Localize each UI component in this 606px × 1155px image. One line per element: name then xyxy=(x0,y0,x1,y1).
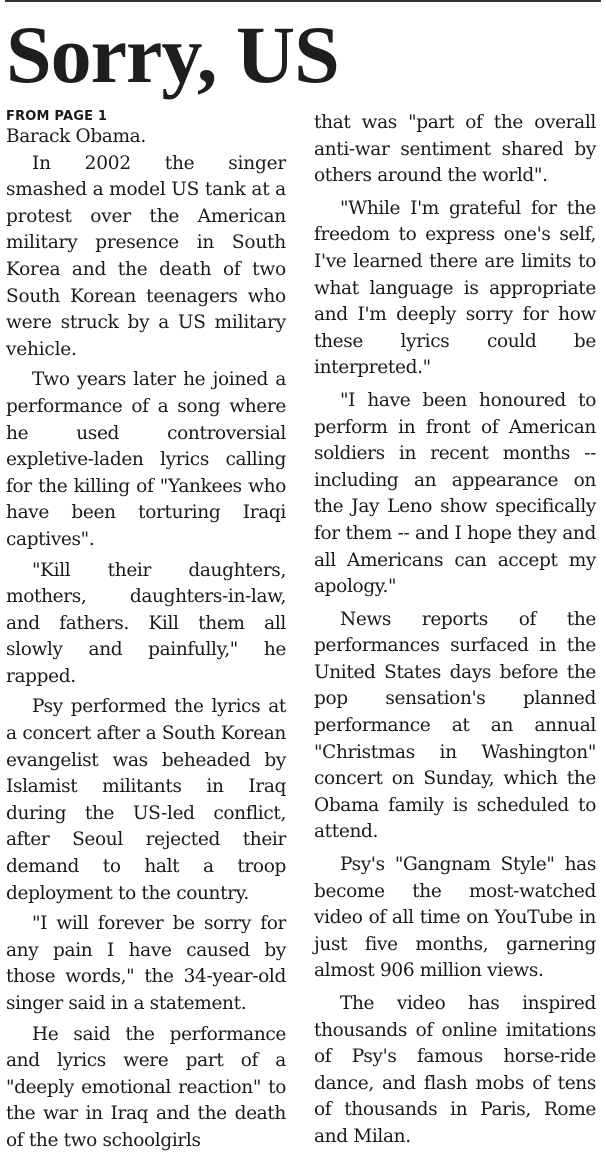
paragraph: Psy's "Gangnam Style" has become the most-watched video of all time on YouTube in just five months, garnering almost 906 million views. xyxy=(314,854,596,982)
paragraph: News reports of the performances surfaced in the United States days before the pop sensation's planned performance at an annual "Christmas in Washington" concert on Sunday, which the Obama family is scheduled to attend. xyxy=(314,608,596,843)
kicker: FROM PAGE 1 xyxy=(6,109,108,124)
article-column-1 xyxy=(6,110,286,1155)
paragraph: "I will forever be sorry for any pain I have caused by those words," the 34-year-old singer said in a statement. xyxy=(6,913,286,1014)
headline: Sorry, US xyxy=(6,9,339,100)
paragraph: that was "part of the overall anti-war sentiment shared by others around the world". xyxy=(314,112,596,187)
paragraph: "While I'm grateful for the freedom to express one's self, I've learned there are limits to what language is appropriate and I'm deeply sorry for how these lyrics could be interpreted." xyxy=(314,197,596,379)
paragraph: Barack Obama. xyxy=(6,126,146,147)
paragraph: Psy performed the lyrics at a concert after a South Korean evangelist was beheaded by Islamist militants in Iraq during the US-led conflict, after Seoul rejected their demand to halt a troop deployment to the country. xyxy=(6,696,286,904)
top-rule xyxy=(5,0,601,2)
paragraph: "Kill their daughters, mothers, daughters-in-law, and fathers. Kill them all slowly and painfully," he rapped. xyxy=(6,559,286,687)
paragraph: Two years later he joined a performance of a song where he used controversial expletive-laden lyrics calling for the killing of "Yankees who have been torturing Iraqi captives". xyxy=(6,369,286,550)
paragraph: In 2002 the singer smashed a model US tank at a protest over the American military presence in South Korea and the death of two South Korean teenagers who were struck by a US military vehicle. xyxy=(6,152,286,360)
paragraph: He said the performance and lyrics were part of a "deeply emotional reaction" to the war in Iraq and the death of the two schoolgirls xyxy=(6,1023,286,1151)
article-column-2 xyxy=(314,110,596,1151)
paragraph: "I have been honoured to perform in front of American soldiers in recent months -- including an appearance on the Jay Leno show specifically for them -- and I hope they and all Americans can accept my apology." xyxy=(314,389,596,598)
paragraph: The video has inspired thousands of online imitations of Psy's famous horse-ride dance, and flash mobs of tens of thousands in Paris, Rome and Milan. xyxy=(314,993,596,1147)
